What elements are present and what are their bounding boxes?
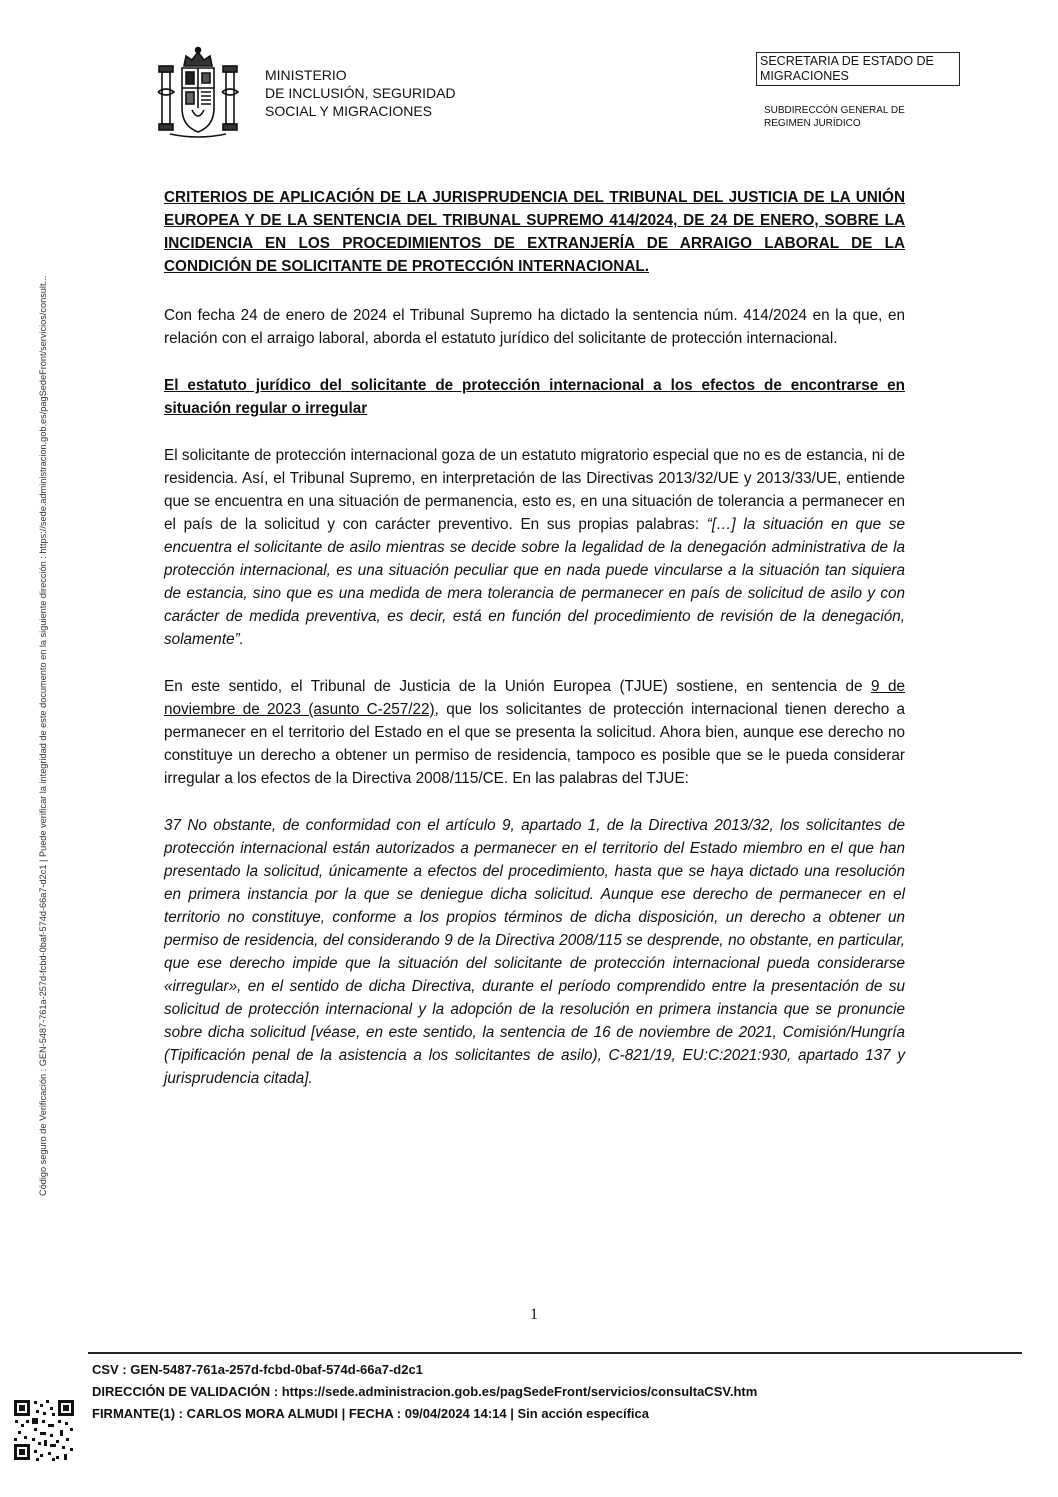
section-heading: El estatuto jurídico del solicitante de protección internacional a los efectos de encontrarse en situación regular o irregular xyxy=(164,377,905,417)
judgment-date-link[interactable]: 9 de noviembre de 2023 (asunto C-257/22) xyxy=(164,678,905,718)
ministry-line-2: DE INCLUSIÓN, SEGURIDAD xyxy=(265,85,456,101)
coat-of-arms-logo xyxy=(156,46,240,140)
subdireccion-label xyxy=(764,104,905,130)
secretaria-box xyxy=(756,52,960,86)
secretaria-line-1: SECRETARIA DE ESTADO DE xyxy=(760,54,934,68)
signer-info: FIRMANTE(1) : CARLOS MORA ALMUDI | FECHA : 09/04/2024 14:14 | Sin acción específica xyxy=(92,1406,650,1421)
paragraph-tjue xyxy=(164,675,905,790)
subdireccion-line-1: SUBDIRECCÓN GENERAL DE xyxy=(764,105,905,116)
ministry-line-1: MINISTERIO xyxy=(265,67,347,83)
verification-sidebar-text: Código seguro de Verificación : GEN-5487-761a-257d-fcbd-0baf-574d-66a7-d2c1 | Puede verificar la integridad de este documento en la siguiente dirección : https://sede.administracion.gob.es/pagSedeFront/servicios/consult... xyxy=(38,275,48,1196)
footer-divider xyxy=(88,1352,1022,1354)
tjue-quote-paragraph: 37 No obstante, de conformidad con el artículo 9, apartado 1, de la Directiva 2013/32, los solicitantes de protección internacional están autorizados a permanecer en el territorio del Estado miembro en el que han presentado la solicitud, únicamente a efectos del procedimiento, hasta que se haya dictado una resolución en primera instancia por la que se deniegue dicha solicitud. Aunque ese derecho de permanecer en el territorio no constituye, conforme a los propios términos de dicha disposición, un derecho a obtener un permiso de residencia, del considerando 9 de la Directiva 2008/115 se desprende, no obstante, en particular, que ese derecho impide que la situación del solicitante de protección internacional pueda considerarse «irregular», en el sentido de dicha Directiva, durante el período comprendido entre la presentación de su solicitud de protección internacional y la adopción de la resolución en primera instancia que se pronuncie sobre dicha solicitud [véase, en este sentido, la sentencia de 16 de noviembre de 2021, Comisión/Hungría (Tipificación penal de la asistencia a los solicitantes de asilo), C-821/19, EU:C:2021:930, apartado 137 y jurisprudencia citada]. xyxy=(164,817,905,1087)
secretaria-line-2: MIGRACIONES xyxy=(760,69,849,83)
paragraph-tjue-text-a: En este sentido, el Tribunal de Justicia de la Unión Europea (TJUE) sostiene, en sentencia de xyxy=(164,678,871,695)
validation-url[interactable]: DIRECCIÓN DE VALIDACIÓN : https://sede.administracion.gob.es/pagSedeFront/servicios/consultaCSV.htm xyxy=(92,1384,758,1399)
document-body xyxy=(164,186,905,1114)
paragraph-tjue-text-b: , que los solicitantes de protección internacional tienen derecho a permanecer en el territorio del Estado en el que se presenta la solicitud. Ahora bien, aunque ese derecho no constituye un derecho a obtener un permiso de residencia, tampoco es posible que se le pueda considerar irregular a los efectos de la Directiva 2008/115/CE. En las palabras del TJUE: xyxy=(164,701,906,787)
subdireccion-line-2: REGIMEN JURÍDICO xyxy=(764,118,861,129)
qr-code-icon xyxy=(12,1398,76,1462)
ministry-name xyxy=(265,66,456,120)
signature-footer xyxy=(92,1359,757,1425)
supreme-court-quote: “[…] la situación en que se encuentra el solicitante de asilo mientras se decide sobre la legalidad de la denegación administrativa de la protección internacional, es una situación peculiar que en nada puede vincularse a la situación tan siquiera de estancia, sino que es una medida de mera tolerancia de permanecer en país de solicitud de asilo y con carácter de medida preventiva, es decir, está en función del procedimiento de revisión de la denegación, solamente”. xyxy=(164,516,905,648)
ministry-line-3: SOCIAL Y MIGRACIONES xyxy=(265,103,433,119)
document-title: CRITERIOS DE APLICACIÓN DE LA JURISPRUDENCIA DEL TRIBUNAL DEL JUSTICIA DE LA UNIÓN EUROPEA Y DE LA SENTENCIA DEL TRIBUNAL SUPREMO 414/2024, DE 24 DE ENERO, SOBRE LA INCIDENCIA EN LOS PROCEDIMIENTOS DE EXTRANJERÍA DE ARRAIGO LABORAL DE LA CONDICIÓN DE SOLICITANTE DE PROTECCIÓN INTERNACIONAL. xyxy=(164,189,905,275)
paragraph-estatuto xyxy=(164,444,905,651)
paragraph-estatuto-text: El solicitante de protección internacional goza de un estatuto migratorio especial que no es de estancia, ni de residencia. Así, el Tribunal Supremo, en interpretación de las Directivas 2013/32/UE y 2013/33/UE, entiende que se encuentra en una situación de permanencia, esto es, en una situación de tolerancia a permanecer en el país de la solicitud y con carácter preventivo. En sus propias palabras: xyxy=(164,447,905,533)
csv-code: CSV : GEN-5487-761a-257d-fcbd-0baf-574d-66a7-d2c1 xyxy=(92,1362,423,1377)
page-number: 1 xyxy=(530,1306,538,1323)
intro-paragraph: Con fecha 24 de enero de 2024 el Tribunal Supremo ha dictado la sentencia núm. 414/2024 en la que, en relación con el arraigo laboral, aborda el estatuto jurídico del solicitante de protección internacional. xyxy=(164,307,905,347)
